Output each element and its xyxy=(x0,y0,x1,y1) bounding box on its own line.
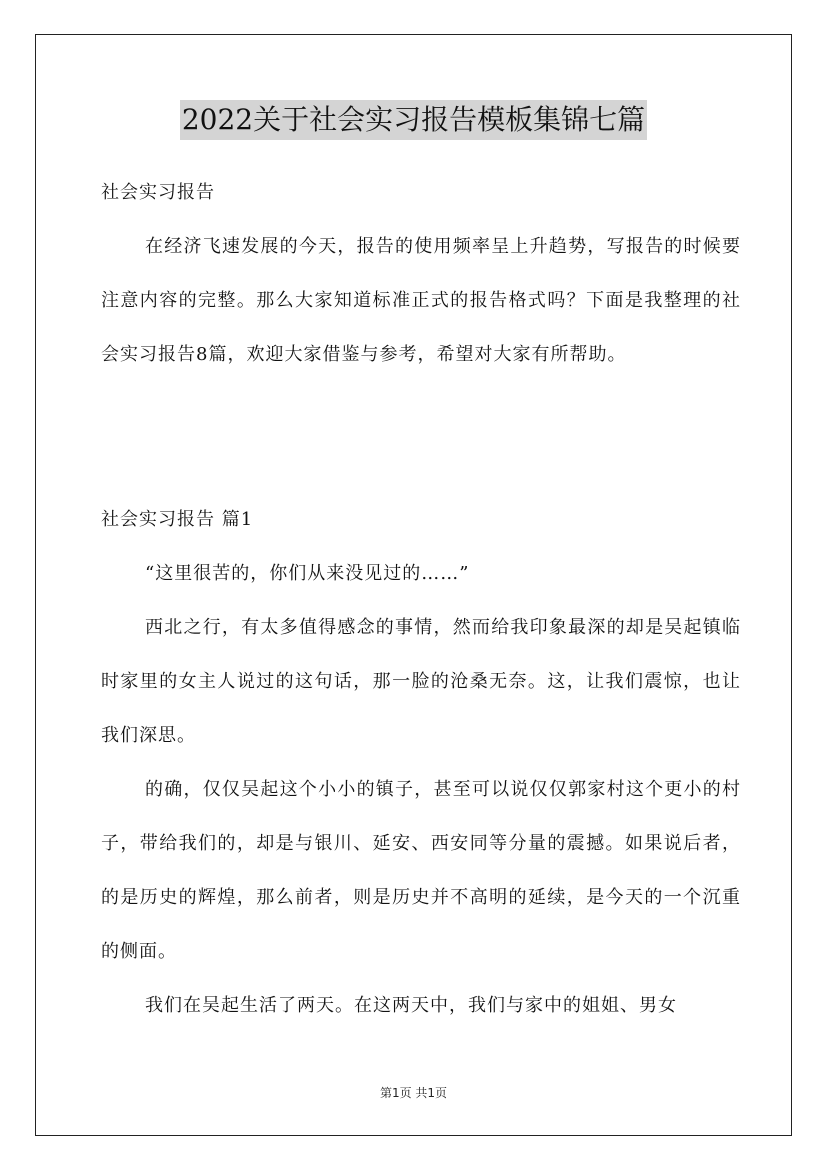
intro-paragraph: 在经济飞速发展的今天，报告的使用频率呈上升趋势，写报告的时候要注意内容的完整。那么大家知道标准正式的报告格式吗？下面是我整理的社会实习报告8篇，欢迎大家借鉴与参考，希望对大家有所帮助。 xyxy=(101,236,741,365)
quote-paragraph: “这里很苦的，你们从来没见过的……” xyxy=(145,563,470,584)
section-heading: 社会实习报告 篇1 xyxy=(101,509,254,530)
body-paragraph-1: 西北之行，有太多值得感念的事情，然而给我印象最深的却是吴起镇临时家里的女主人说过的这句话，那一脸的沧桑无奈。这，让我们震惊，也让我们深思。 xyxy=(101,617,741,746)
document-title: 2022关于社会实习报告模板集锦七篇 xyxy=(180,100,647,140)
body-paragraph-2: 的确，仅仅吴起这个小小的镇子，甚至可以说仅仅郭家村这个更小的村子，带给我们的，却是与银川、延安、西安同等分量的震撼。如果说后者，的是历史的辉煌，那么前者，则是历史并不高明的延续，是今天的一个沉重的侧面。 xyxy=(101,779,741,962)
body-paragraph-3: 我们在吴起生活了两天。在这两天中，我们与家中的姐姐、男女 xyxy=(145,995,677,1016)
page-footer: 第1页 共1页 xyxy=(379,1086,448,1100)
title-container xyxy=(0,100,827,140)
intro-heading: 社会实习报告 xyxy=(101,182,215,203)
